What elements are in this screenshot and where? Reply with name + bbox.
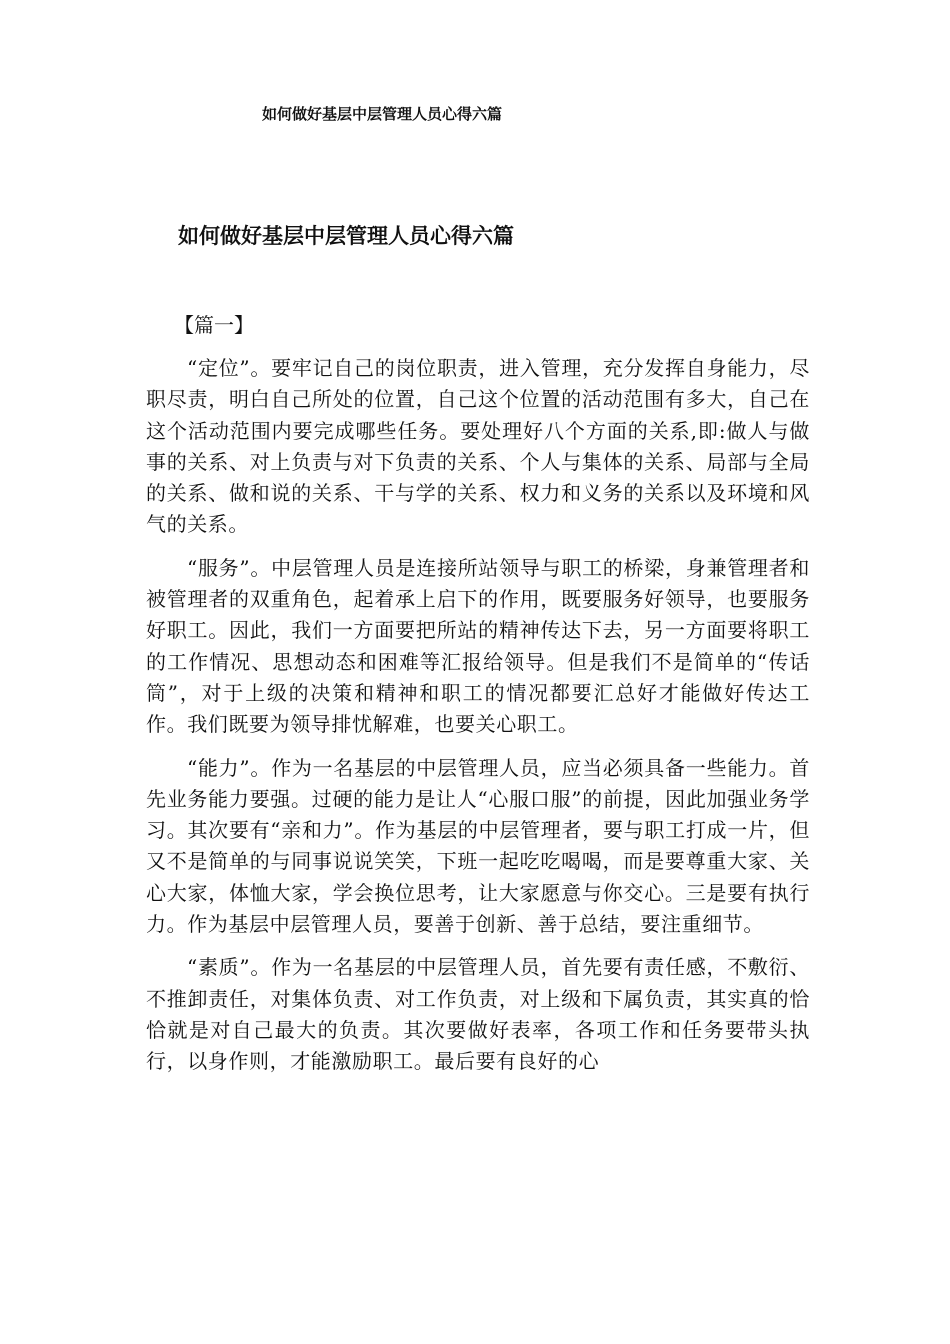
section-label: 【篇一】: [174, 313, 254, 337]
paragraph-ability: “能力”。作为一名基层的中层管理人员，应当必须具备一些能力。首先业务能力要强。过硬的能力是让人“心服口服”的前提，因此加强业务学习。其次要有“亲和力”。作为基层的中层管理者，要与职工打成一片，但又不是简单的与同事说说笑笑，下班一起吃吃喝喝，而是要尊重大家、关心大家，体恤大家，学会换位思考，让大家愿意与你交心。三是要有执行力。作为基层中层管理人员，要善于创新、善于总结，要注重细节。: [146, 755, 810, 937]
paragraph-quality: “素质”。作为一名基层的中层管理人员，首先要有责任感，不敷衍、不推卸责任，对集体负责、对工作负责，对上级和下属负责，其实真的恰恰就是对自己最大的负责。其次要做好表率，各项工作和任务要带头执行，以身作则，才能激励职工。最后要有良好的心: [146, 955, 810, 1074]
running-header: 如何做好基层中层管理人员心得六篇: [262, 105, 503, 123]
paragraph-positioning: “定位”。要牢记自己的岗位职责，进入管理，充分发挥自身能力，尽职尽责，明白自己所处的位置，自己这个位置的活动范围有多大，自己在这个活动范围内要完成哪些任务。要处理好八个方面的关系,即:做人与做事的关系、对上负责与对下负责的关系、个人与集体的关系、局部与全局的关系、做和说的关系、干与学的关系、权力和义务的关系以及环境和风气的关系。: [146, 356, 810, 537]
document-body: [146, 309, 810, 1090]
paragraph-service: “服务”。中层管理人员是连接所站领导与职工的桥梁，身兼管理者和被管理者的双重角色，起着承上启下的作用，既要服务好领导，也要服务好职工。因此，我们一方面要把所站的精神传达下去，另一方面要将职工的工作情况、思想动态和困难等汇报给领导。但是我们不是简单的“传话筒”，对于上级的决策和精神和职工的情况都要汇总好才能做好传达工作。我们既要为领导排忧解难，也要关心职工。: [146, 555, 810, 737]
document-title: 如何做好基层中层管理人员心得六篇: [178, 223, 514, 248]
